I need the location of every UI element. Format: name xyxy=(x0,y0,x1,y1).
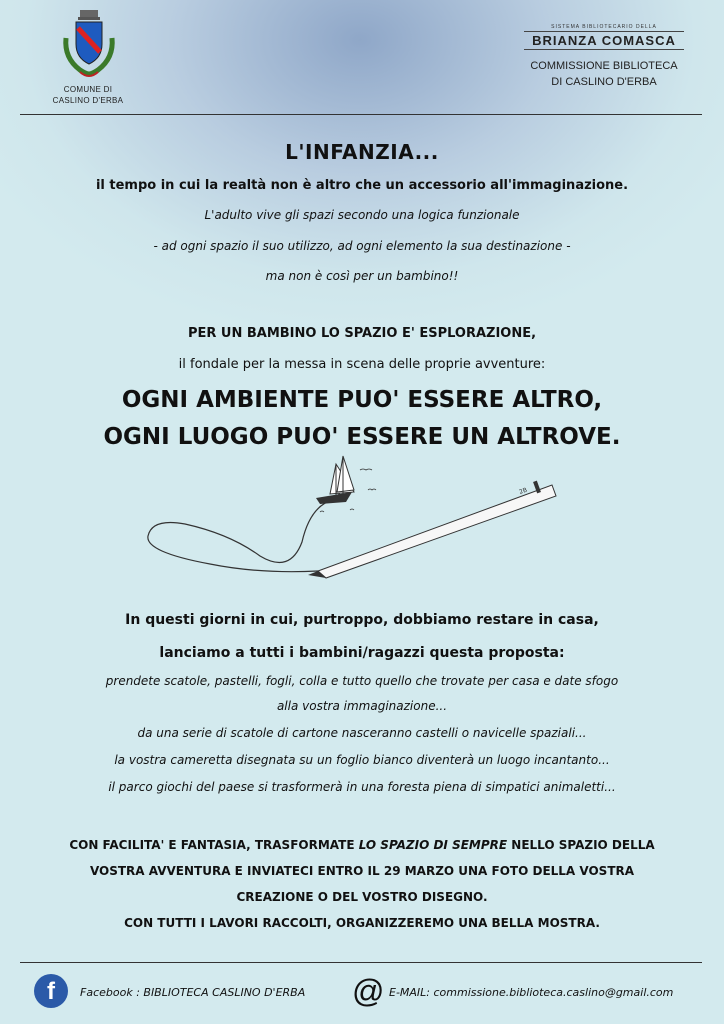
call-line: CON TUTTI I LAVORI RACCOLTI, ORGANIZZEREMO UNA BELLA MOSTRA. xyxy=(124,916,600,930)
proposal-line: alla vostra immaginazione... xyxy=(276,699,448,713)
proposal-line: da una serie di scatole di cartone nasceranno castelli o navicelle spaziali... xyxy=(137,726,587,740)
intro-line: L'adulto vive gli spazi secondo una logica funzionale xyxy=(204,208,520,222)
facebook-icon[interactable]: f xyxy=(34,974,68,1008)
pencil-boat-drawing xyxy=(140,452,580,582)
intro-subtitle: il tempo in cui la realtà non è altro che un accessorio all'immaginazione. xyxy=(95,178,629,193)
proposal-bold: lanciamo a tutti i bambini/ragazzi questa proposta: xyxy=(159,645,565,661)
footer-divider xyxy=(20,962,702,963)
intro-line: - ad ogni spazio il suo utilizzo, ad ogni elemento la sua destinazione - xyxy=(153,239,571,253)
commissione-label: COMMISSIONE BIBLIOTECA DI CASLINO D'ERBA xyxy=(530,60,678,88)
page-header xyxy=(0,0,724,116)
call-line: CON FACILITA' E FANTASIA, TRASFORMATE LO SPAZIO DI SEMPRE NELLO SPAZIO DELLA xyxy=(69,838,655,852)
brianza-logo: SISTEMA BIBLIOTECARIO DELLA BRIANZA COMASCA xyxy=(524,24,684,50)
big-slogan: OGNI LUOGO PUO' ESSERE UN ALTROVE. xyxy=(103,424,621,450)
comune-label: COMUNE DI CASLINO D'ERBA xyxy=(52,85,124,105)
at-sign-icon: @ xyxy=(352,973,385,1009)
call-line: VOSTRA AVVENTURA E INVIATECI ENTRO IL 29 MARZO UNA FOTO DELLA VOSTRA xyxy=(89,864,635,878)
exploration-text: il fondale per la messa in scena delle proprie avventure: xyxy=(178,357,546,372)
proposal-line: il parco giochi del paese si trasformerà in una foresta piena di simpatici animaletti... xyxy=(108,780,616,794)
coat-of-arms-icon xyxy=(58,8,120,86)
proposal-line: prendete scatole, pastelli, fogli, colla e tutto quello che trovate per casa e date sfogo xyxy=(105,674,619,688)
email-link[interactable]: E-MAIL: commissione.biblioteca.caslino@gmail.com xyxy=(389,986,674,999)
header-divider xyxy=(20,114,702,115)
call-line: CREAZIONE O DEL VOSTRO DISEGNO. xyxy=(236,890,488,904)
pencil-label: 2B xyxy=(518,486,529,496)
intro-line: ma non è così per un bambino!! xyxy=(265,269,459,283)
call-to-action xyxy=(0,832,724,936)
proposal-line: la vostra cameretta disegnata su un foglio bianco diventerà un luogo incantanto... xyxy=(114,753,610,767)
big-slogan: OGNI AMBIENTE PUO' ESSERE ALTRO, xyxy=(121,387,603,413)
page-title: L'INFANZIA... xyxy=(285,140,439,164)
exploration-heading: PER UN BAMBINO LO SPAZIO E' ESPLORAZIONE, xyxy=(187,326,537,341)
proposal-bold: In questi giorni in cui, purtroppo, dobbiamo restare in casa, xyxy=(125,612,599,628)
facebook-link[interactable]: Facebook : BIBLIOTECA CASLINO D'ERBA xyxy=(80,986,306,999)
